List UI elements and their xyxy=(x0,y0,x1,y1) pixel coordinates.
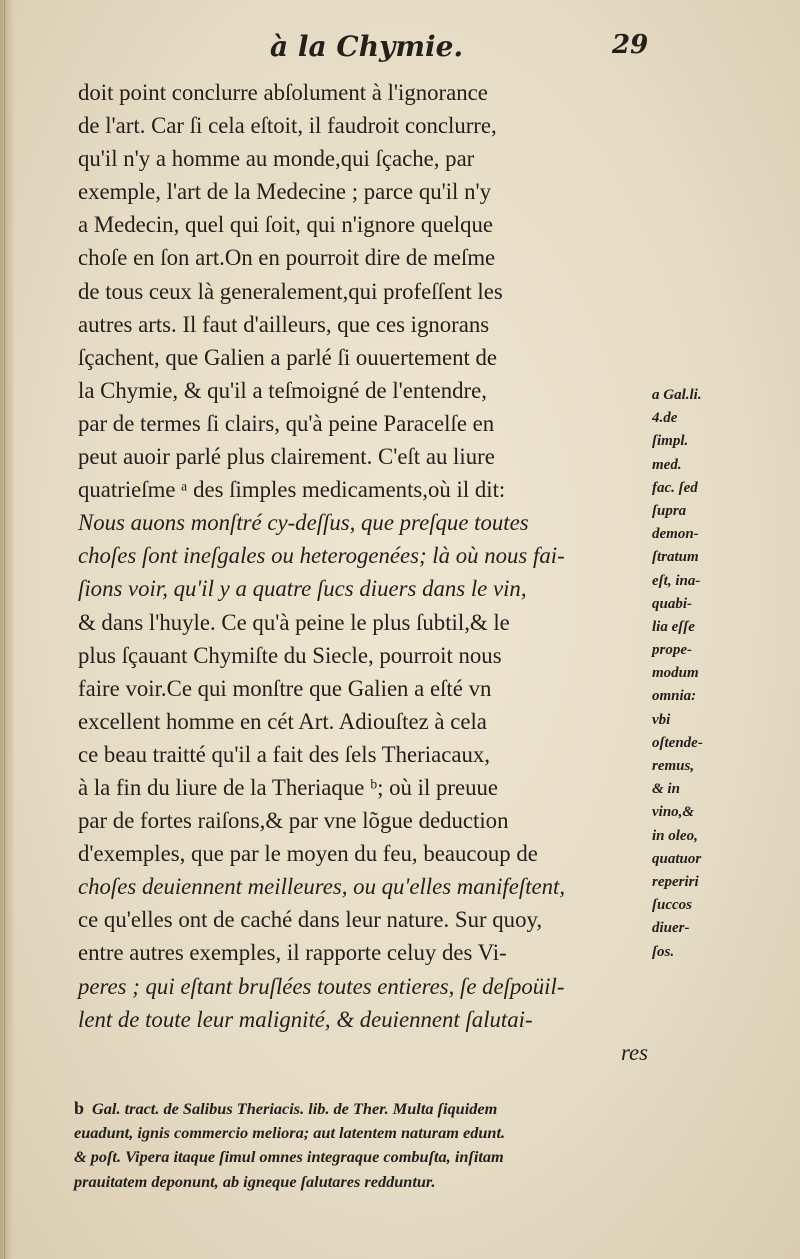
footnote-line xyxy=(74,1096,764,1121)
main-text-block xyxy=(78,76,648,1069)
text-line: exemple, l'art de la Medecine ; parce qu'il n'y xyxy=(78,179,491,205)
quoted-line: peres ; qui eſtant bruſlées toutes entieres, ſe deſpoüil- xyxy=(78,973,565,999)
margin-note: fac. ſed xyxy=(652,479,698,496)
binding-gutter xyxy=(0,0,14,1259)
footnote-marker: b xyxy=(74,1098,85,1118)
margin-note: & in xyxy=(652,781,680,798)
margin-note: quatuor xyxy=(652,850,702,867)
margin-note: eſt, ina- xyxy=(652,572,701,589)
footnote xyxy=(74,1096,764,1194)
text-line: ce beau traitté qu'il a fait des ſels Theriacaux, xyxy=(78,741,490,767)
margin-note: reperiri xyxy=(652,873,699,890)
footnote-line: prauitatem deponunt, ab igneque ſalutares redduntur. xyxy=(74,1171,436,1191)
marginal-notes xyxy=(652,384,772,964)
text-line: de l'art. Car ſi cela eſtoit, il faudroit conclurre, xyxy=(78,113,497,139)
running-head-title: à la Chymie. xyxy=(270,30,464,63)
margin-note: modum xyxy=(652,665,699,682)
margin-note: vino,& xyxy=(652,804,695,821)
quoted-line: ſions voir, qu'il y a quatre ſucs diuers dans le vin, xyxy=(78,576,527,602)
margin-note: demon- xyxy=(652,526,699,543)
page-number: 29 xyxy=(612,30,649,60)
footnote-line: euadunt, ignis commercio meliora; aut latentem naturam edunt. xyxy=(74,1122,506,1142)
text-line: autres arts. Il faut d'ailleurs, que ces ignorans xyxy=(78,311,490,337)
text-line: ſçachent, que Galien a parlé ſi ouuertement de xyxy=(78,344,498,370)
running-head xyxy=(0,28,800,68)
text-line: doit point conclurre abſolument à l'ignorance xyxy=(78,80,488,105)
margin-note: prope- xyxy=(652,642,692,659)
margin-note: ſuccos xyxy=(652,897,692,914)
margin-note: in oleo, xyxy=(652,827,698,844)
text-line: d'exemples, que par le moyen du feu, beaucoup de xyxy=(78,841,538,867)
text-line: à la fin du liure de la Theriaque ᵇ; où il preuue xyxy=(78,774,498,800)
text-line: excellent homme en cét Art. Adiouſtez à cela xyxy=(78,708,487,734)
quoted-line: Nous auons monſtré cy-deſſus, que preſque toutes xyxy=(78,510,529,536)
text-line: faire voir.Ce qui monſtre que Galien a eſté vn xyxy=(78,675,492,701)
quoted-line: choſes deuiennent meilleures, ou qu'elles manifeſtent, xyxy=(78,874,566,900)
margin-note: vbi xyxy=(652,711,671,728)
quoted-line: choſes ſont ineſgales ou heterogenées; là où nous fai- xyxy=(78,543,565,569)
margin-note: oſtende- xyxy=(652,734,703,751)
margin-note: omnia: xyxy=(652,688,697,705)
margin-note: a Gal.li. xyxy=(652,387,702,403)
page-edge-line xyxy=(4,0,5,1259)
footnote-text: Gal. tract. de Salibus Theriacis. lib. de Ther. Multa ſiquidem xyxy=(92,1099,498,1118)
text-line: entre autres exemples, il rapporte celuy des Vi- xyxy=(78,940,507,966)
margin-note: lia eſſe xyxy=(652,618,695,635)
footnote-line: & poſt. Vipera itaque ſimul omnes integraque combuſta, inſitam xyxy=(74,1147,504,1166)
margin-note: quabi- xyxy=(652,595,693,612)
margin-note: ſupra xyxy=(652,502,687,519)
catchword-line: res xyxy=(620,1039,648,1065)
text-line: ce qu'elles ont de caché dans leur nature. Sur quoy, xyxy=(78,907,543,933)
margin-note: 4.de xyxy=(652,410,678,427)
text-line: par de termes ſi clairs, qu'à peine Paracelſe en xyxy=(78,410,495,436)
margin-note: diuer- xyxy=(652,920,690,937)
quoted-line: lent de toute leur malignité, & deuiennent ſalutai- xyxy=(78,1006,533,1032)
text-line: quatrieſme ᵃ des ſimples medicaments,où il dit: xyxy=(78,477,506,503)
margin-note: ſos. xyxy=(652,943,675,960)
text-line: qu'il n'y a homme au monde,qui ſçache, par xyxy=(78,146,475,172)
text-line: de tous ceux là generalement,qui profeſſent les xyxy=(78,278,503,304)
text-line: plus ſçauant Chymiſte du Siecle, pourroit nous xyxy=(78,642,502,668)
text-line: peut auoir parlé plus clairement. C'eſt au liure xyxy=(78,444,495,470)
text-line: & dans l'huyle. Ce qu'à peine le plus ſubtil,& le xyxy=(78,609,510,635)
margin-note: med. xyxy=(652,456,682,473)
text-line: par de fortes raiſons,& par vne lõgue deduction xyxy=(78,808,509,834)
text-line: a Medecin, quel qui ſoit, qui n'ignore quelque xyxy=(78,212,493,238)
margin-note: ſtratum xyxy=(652,549,699,566)
text-line: choſe en ſon art.On en pourroit dire de meſme xyxy=(78,245,496,271)
text-line: la Chymie, & qu'il a teſmoigné de l'entendre, xyxy=(78,377,487,403)
margin-note: ſimpl. xyxy=(652,433,689,450)
margin-note: remus, xyxy=(652,758,695,774)
